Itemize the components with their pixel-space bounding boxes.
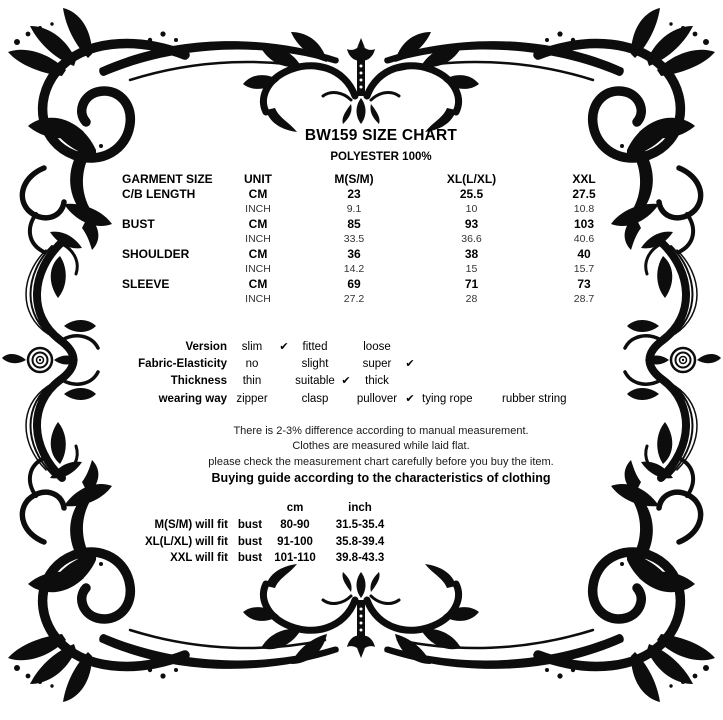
- spacer-cell: [122, 292, 232, 307]
- guide-row-label: M(S/M) will fit: [154, 518, 228, 531]
- check-icon: [401, 339, 419, 356]
- attr-label: Fabric-Elasticity: [138, 358, 227, 371]
- guide-inch-value: 35.8-39.4: [335, 535, 385, 548]
- page-title: BW159 SIZE CHART: [304, 127, 458, 144]
- row-label: BUST: [122, 217, 155, 231]
- col-header-xxl: XXL: [572, 172, 596, 186]
- cell-value: 85: [347, 217, 361, 231]
- attr-label: wearing way: [158, 392, 227, 405]
- guide-header-inch: inch: [348, 502, 372, 514]
- guide-measure: bust: [237, 518, 263, 531]
- attr-option: thin: [242, 375, 262, 388]
- cell-value: 15: [465, 263, 478, 275]
- check-icon: [339, 391, 353, 408]
- cell-value: 93: [464, 217, 479, 231]
- check-icon: ✔: [279, 341, 289, 353]
- cell-value: 25.5: [459, 187, 484, 201]
- attr-label: Version: [185, 341, 227, 353]
- col-header-unit: UNIT: [244, 172, 272, 186]
- attr-option: [419, 373, 475, 390]
- guide-measure: bust: [237, 552, 263, 565]
- cell-value: 28.7: [573, 293, 595, 305]
- cell-value: 40.6: [573, 233, 595, 245]
- cell-value: 38: [464, 247, 479, 261]
- unit-cm: CM: [248, 277, 268, 291]
- col-header-m: M(S/M): [334, 172, 374, 186]
- note-line-2: Clothes are measured while laid flat.: [292, 440, 470, 453]
- check-icon: [339, 339, 353, 356]
- row-label: C/B LENGTH: [122, 187, 196, 201]
- buying-guide-heading: Buying guide according to the characteristics of clothing: [211, 471, 551, 485]
- guide-header-cm: cm: [286, 502, 304, 514]
- cell-value: 36.6: [461, 233, 482, 245]
- check-icon: [277, 373, 291, 390]
- attr-option: [419, 339, 475, 356]
- attr-option: thick: [365, 375, 389, 388]
- attr-option: [475, 373, 615, 390]
- check-icon: ✔: [405, 358, 415, 371]
- attr-option: slim: [241, 341, 263, 353]
- unit-inch: INCH: [245, 233, 271, 245]
- note-line-1: There is 2-3% difference according to manual measurement.: [233, 425, 529, 437]
- unit-inch: INCH: [245, 293, 271, 305]
- cell-value: 69: [347, 277, 361, 291]
- guide-inch-value: 31.5-35.4: [335, 518, 385, 531]
- guide-row-label: XXL will fit: [170, 552, 228, 565]
- guide-cm-value: 80-90: [280, 518, 310, 531]
- unit-inch: INCH: [245, 263, 271, 275]
- attr-option: tying rope: [422, 392, 473, 405]
- attr-label: Thickness: [170, 375, 227, 388]
- unit-cm: CM: [248, 247, 268, 261]
- buying-guide-table: [130, 500, 402, 567]
- check-icon: [277, 391, 291, 408]
- guide-inch-value: 39.8-43.3: [335, 552, 385, 565]
- attr-option: pullover: [356, 392, 398, 405]
- attr-option: loose: [363, 341, 391, 353]
- attr-option: fitted: [302, 341, 328, 353]
- row-label: SLEEVE: [122, 277, 170, 291]
- spacer-cell: [228, 500, 272, 517]
- check-icon: [401, 373, 419, 390]
- unit-cm: CM: [248, 217, 268, 231]
- check-icon: [277, 356, 291, 373]
- col-header-xl: XL(L/XL): [446, 172, 497, 186]
- attr-option: [475, 356, 615, 373]
- attributes-table: [135, 339, 615, 408]
- cell-value: 10: [465, 203, 478, 215]
- guide-row-label: XL(L/XL) will fit: [144, 535, 228, 548]
- unit-inch: INCH: [245, 203, 271, 215]
- attr-option: rubber string: [502, 392, 567, 405]
- cell-value: 40: [577, 247, 591, 261]
- cell-value: 103: [573, 217, 595, 231]
- cell-value: 33.5: [343, 233, 365, 245]
- check-icon: [339, 356, 353, 373]
- spacer-cell: [122, 202, 232, 217]
- attr-option: [475, 339, 615, 356]
- cell-value: 10.8: [573, 203, 595, 215]
- cell-value: 27.5: [572, 187, 596, 201]
- attr-option: clasp: [301, 392, 329, 405]
- guide-cm-value: 101-110: [274, 552, 316, 565]
- cell-value: 14.2: [343, 263, 365, 275]
- page-subtitle: POLYESTER 100%: [330, 151, 432, 163]
- cell-value: 9.1: [346, 203, 362, 215]
- attr-option: slight: [301, 358, 329, 371]
- guide-measure: bust: [237, 535, 263, 548]
- cell-value: 23: [347, 187, 361, 201]
- unit-cm: CM: [248, 187, 268, 201]
- guide-cm-value: 91-100: [277, 535, 313, 548]
- cell-value: 15.7: [573, 263, 595, 275]
- col-header-garment-size: GARMENT SIZE: [122, 172, 213, 186]
- row-label: SHOULDER: [122, 247, 190, 261]
- cell-value: 36: [347, 247, 361, 261]
- cell-value: 28: [465, 293, 478, 305]
- check-icon: ✔: [341, 375, 351, 388]
- attr-option: super: [362, 358, 392, 371]
- spacer-cell: [122, 232, 232, 247]
- size-table: [122, 172, 649, 307]
- cell-value: 27.2: [343, 293, 365, 305]
- note-line-3: please check the measurement chart carefully before you buy the item.: [208, 455, 554, 468]
- spacer-cell: [122, 262, 232, 277]
- measurement-notes: [95, 424, 667, 470]
- cell-value: 71: [464, 277, 479, 291]
- attr-option: suitable: [295, 375, 335, 388]
- cell-value: 73: [577, 277, 591, 291]
- attr-option: [419, 356, 475, 373]
- spacer-cell: [130, 500, 228, 517]
- attr-option: zipper: [236, 392, 268, 405]
- attr-option: no: [245, 358, 259, 371]
- check-icon: ✔: [405, 392, 415, 405]
